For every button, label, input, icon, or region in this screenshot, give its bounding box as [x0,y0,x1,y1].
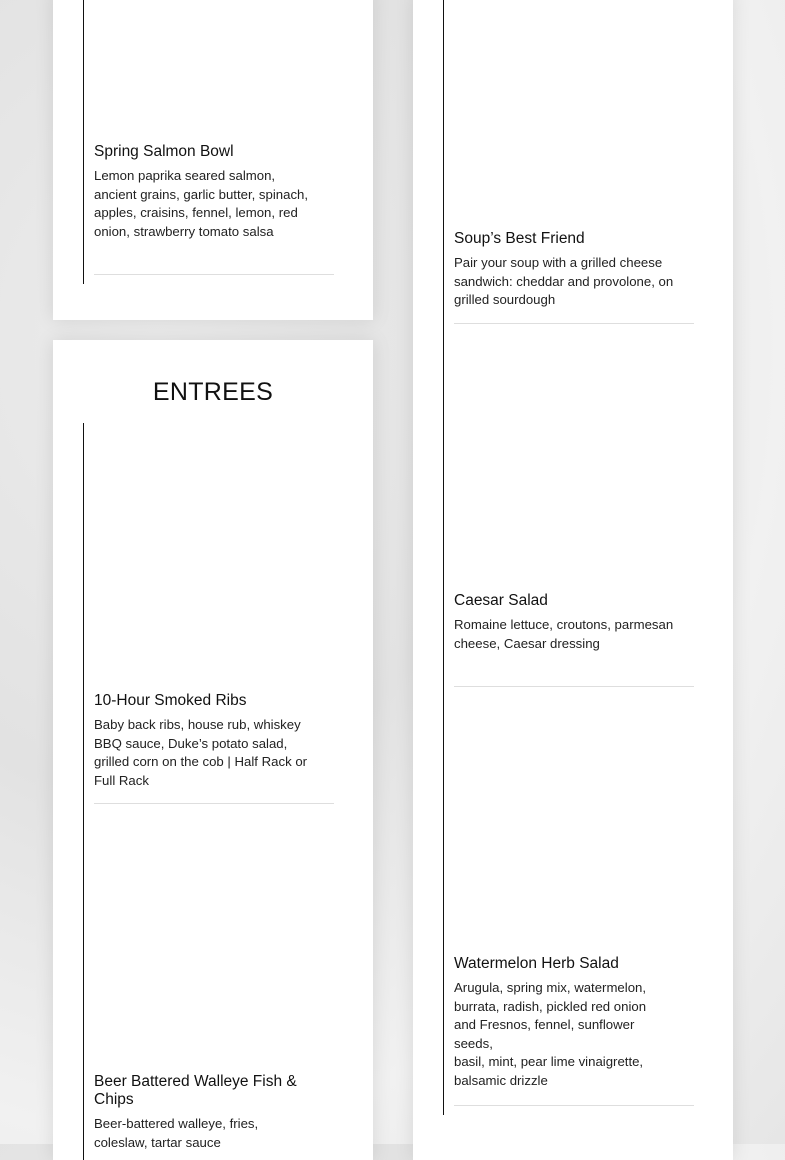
divider-line [83,0,84,284]
menu-item-description: Arugula, spring mix, watermelon, burrata, radish, pickled red onion and Fresnos, fennel, sunflower seeds, basil, mint, pear lime vinaigrette, balsamic drizzle [454,980,647,1088]
menu-item-name: Caesar Salad [454,592,548,609]
menu-card-right [413,0,733,1160]
menu-item-description: Lemon paprika seared salmon, ancient grains, garlic butter, spinach, apples, craisins, fennel, lemon, red onion, strawberry tomato salsa [94,168,309,239]
item-separator [454,686,694,687]
menu-item-name: 10-Hour Smoked Ribs [94,692,247,709]
menu-item-name: Spring Salmon Bowl [94,143,234,160]
menu-item [454,592,676,653]
menu-item-description: Romaine lettuce, croutons, parmesan cheese, Caesar dressing [454,617,674,651]
menu-item-name: Soup’s Best Friend [454,230,585,247]
item-separator [94,274,334,275]
menu-card-left-top [53,0,373,320]
menu-item-name: Watermelon Herb Salad [454,955,619,972]
menu-item-description: Baby back ribs, house rub, whiskey BBQ sauce, Duke’s potato salad, grilled corn on the cob | Half Rack or Full Rack [94,717,308,788]
item-separator [94,803,334,804]
divider-line [443,0,444,1115]
menu-item-description: Pair your soup with a grilled cheese sandwich: cheddar and provolone, on grilled sourdough [454,255,674,308]
menu-item [94,692,314,790]
menu-item [94,1073,312,1152]
divider-line [83,423,84,1160]
menu-item [454,230,676,310]
menu-card-entrees [53,340,373,1160]
menu-item-name: Beer Battered Walleye Fish & Chips [94,1073,297,1108]
menu-item [94,143,312,241]
section-title: ENTREES [152,378,274,406]
item-separator [454,323,694,324]
menu-item [454,955,669,1091]
item-separator [454,1105,694,1106]
menu-item-description: Beer-battered walleye, fries, coleslaw, tartar sauce [94,1116,259,1150]
